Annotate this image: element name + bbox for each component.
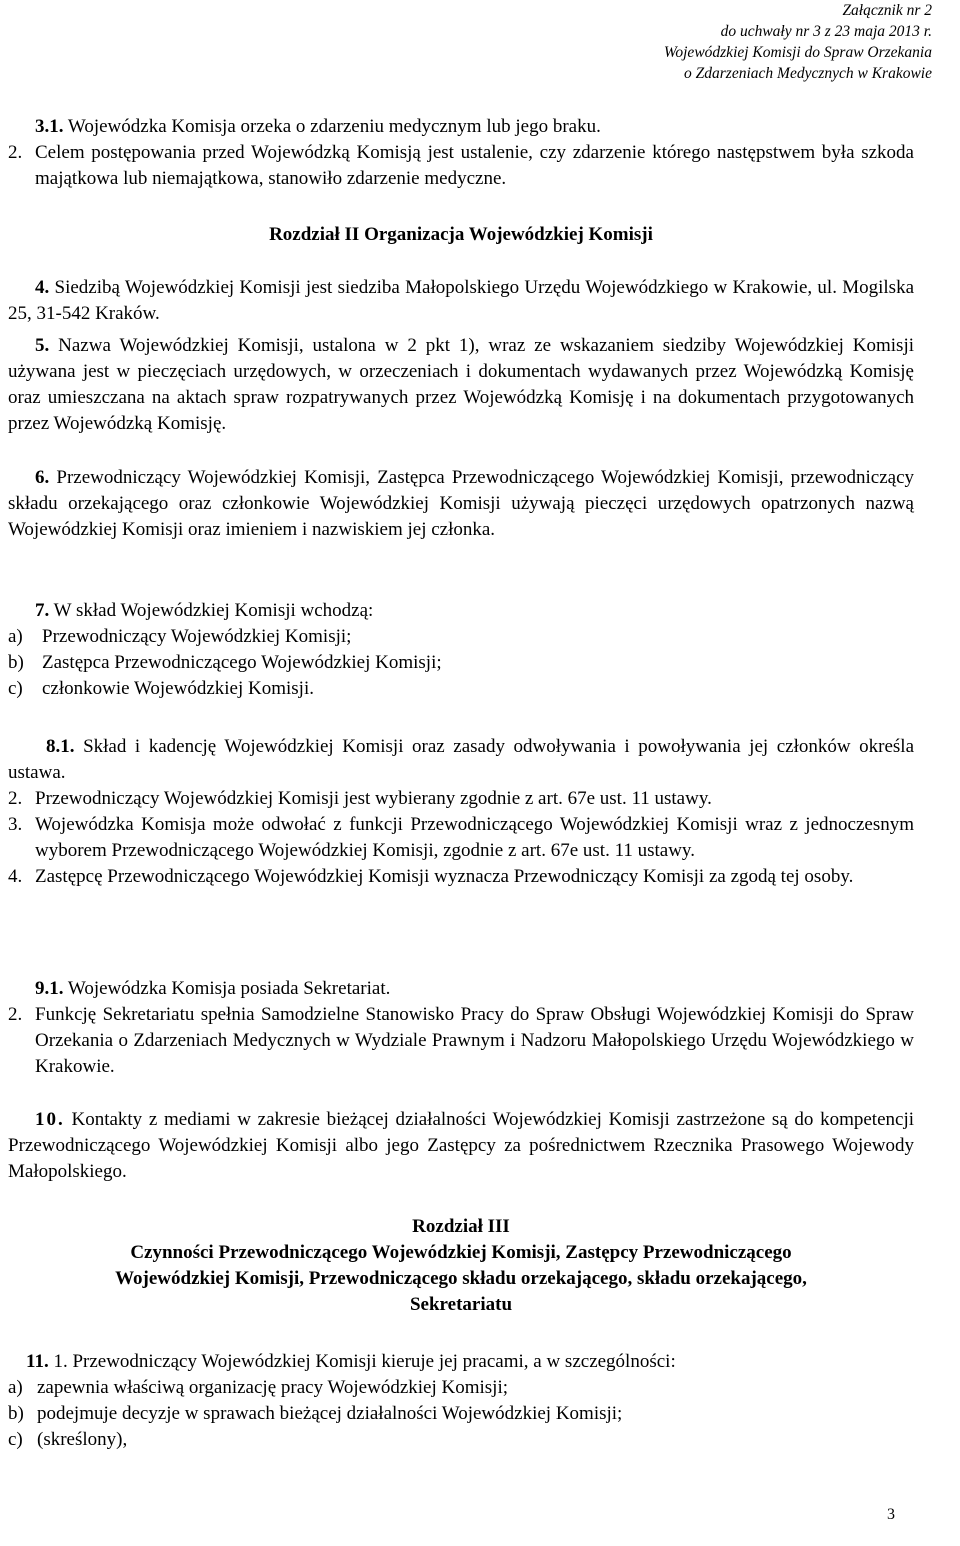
list-item	[8, 812, 914, 864]
paragraph-number: 6.	[35, 467, 50, 488]
paragraph-9	[8, 976, 914, 1080]
paragraph-4	[8, 275, 914, 327]
chapter-3-heading	[8, 1214, 914, 1318]
paragraph-number: 4.	[35, 277, 50, 298]
paragraph-8	[8, 734, 914, 890]
chapter-3-label: Rozdział III	[412, 1216, 510, 1237]
paragraph-text: Siedzibą Wojewódzkiej Komisji jest siedziba Małopolskiego Urzędu Wojewódzkiego w Krakowie, ul. Mogilska 25, 31-542 Kraków.	[8, 277, 914, 324]
paragraph-text: Skład i kadencję Wojewódzkiej Komisji oraz zasady odwoływania i powoływania jej członków określa ustawa.	[8, 736, 914, 783]
list-item	[8, 1401, 914, 1427]
item-label: 2.	[8, 1004, 23, 1025]
list-item	[8, 676, 914, 702]
item-text: Zastępca Przewodniczącego Wojewódzkiej Komisji;	[42, 652, 442, 673]
item-label: 2.	[8, 142, 23, 163]
item-label: b)	[8, 1403, 24, 1424]
paragraph-6	[8, 465, 914, 543]
header-line-4: o Zdarzeniach Medycznych w Krakowie	[684, 65, 932, 82]
paragraph-number: 5.	[35, 335, 50, 356]
list-item	[8, 1427, 914, 1453]
paragraph-11	[8, 1349, 914, 1453]
chapter-3-title-line: Czynności Przewodniczącego Wojewódzkiej Komisji, Zastępcy Przewodniczącego	[130, 1242, 792, 1263]
item-text: Funkcję Sekretariatu spełnia Samodzielne Stanowisko Pracy do Spraw Obsługi Wojewódzkiej Komisji do Spraw Orzekania o Zdarzeniach Medycznych w Wydziale Prawnym i Nadzoru Małopolskiego Urzędu Wojewódzkiego w Krakowie.	[35, 1004, 914, 1077]
item-text: zapewnia właściwą organizację pracy Wojewódzkiej Komisji;	[37, 1377, 509, 1398]
header-line-2: do uchwały nr 3 z 23 maja 2013 r.	[720, 23, 932, 40]
paragraph-10	[8, 1107, 914, 1185]
item-text: Wojewódzka Komisja może odwołać z funkcji Przewodniczącego Wojewódzkiej Komisji wraz z jednoczesnym wyborem Przewodniczącego Wojewódzkiej Komisji, zgodnie z art. 67e ust. 11 ustawy.	[35, 814, 914, 861]
paragraph-5	[8, 333, 914, 437]
item-text: Przewodniczący Wojewódzkiej Komisji jest wybierany zgodnie z art. 67e ust. 11 ustawy.	[35, 788, 712, 809]
paragraph-text: Przewodniczący Wojewódzkiej Komisji, Zastępca Przewodniczącego Wojewódzkiej Komisji, przewodniczący składu orzekającego oraz członkowie Wojewódzkiej Komisji używają pieczęci urzędowych opatrzonych nazwą Wojewódzkiej Komisji oraz imieniem i nazwiskiem jej członka.	[8, 467, 915, 540]
header-line-3: Wojewódzkiej Komisji do Spraw Orzekania	[663, 44, 932, 61]
item-label: b)	[8, 652, 24, 673]
paragraph-3-2	[8, 140, 914, 192]
item-label: 3.	[8, 814, 23, 835]
list-item	[8, 1375, 914, 1401]
list-item	[8, 624, 914, 650]
list-item	[8, 1002, 914, 1080]
item-label: a)	[8, 626, 23, 647]
item-text: Przewodniczący Wojewódzkiej Komisji;	[42, 626, 352, 647]
item-text: (skreślony),	[37, 1429, 128, 1450]
paragraph-text: Wojewódzka Komisja orzeka o zdarzeniu medycznym lub jego braku.	[67, 116, 601, 137]
paragraph-7	[8, 598, 914, 702]
item-text: Zastępcę Przewodniczącego Wojewódzkiej Komisji wyznacza Przewodniczący Komisji za zgodą tej osoby.	[35, 866, 854, 887]
paragraph-number: 7.	[35, 600, 50, 621]
paragraph-number: 9.1.	[35, 978, 64, 999]
paragraph-text: Wojewódzka Komisja posiada Sekretariat.	[67, 978, 391, 999]
header-line-1: Załącznik nr 2	[842, 2, 932, 19]
chapter-3-title-line: Sekretariatu	[409, 1294, 513, 1315]
item-label: c)	[8, 678, 23, 699]
item-text: podejmuje decyzje w sprawach bieżącej działalności Wojewódzkiej Komisji;	[37, 1403, 623, 1424]
paragraph-3-1	[8, 114, 914, 140]
page-number: 3	[887, 1506, 895, 1523]
paragraph-number: 10.	[35, 1109, 65, 1130]
item-label: c)	[8, 1429, 23, 1450]
paragraph-number: 3.1.	[35, 116, 64, 137]
item-label: a)	[8, 1377, 23, 1398]
item-label: 4.	[8, 866, 23, 887]
attachment-header	[664, 0, 932, 84]
list-item	[8, 650, 914, 676]
item-text: członkowie Wojewódzkiej Komisji.	[42, 678, 314, 699]
list-item	[8, 864, 914, 890]
chapter-2-title: Rozdział II Organizacja Wojewódzkiej Komisji	[269, 224, 653, 245]
list-item	[8, 786, 914, 812]
chapter-3-title-line: Wojewódzkiej Komisji, Przewodniczącego składu orzekającego, składu orzekającego,	[115, 1268, 807, 1289]
paragraph-number: 8.1.	[46, 736, 75, 757]
paragraph-text: Kontakty z mediami w zakresie bieżącej działalności Wojewódzkiej Komisji zastrzeżone są do kompetencji Przewodniczącego Wojewódzkiej Komisji albo jego Zastępcy za pośrednictwem Rzecznika Prasowego Wojewody Małopolskiego.	[8, 1109, 915, 1182]
item-text: Celem postępowania przed Wojewódzką Komisją jest ustalenie, czy zdarzenie którego następstwem była szkoda majątkowa lub niemajątkowa, stanowiło zdarzenie medyczne.	[35, 142, 914, 189]
item-label: 2.	[8, 788, 23, 809]
paragraph-text: Nazwa Wojewódzkiej Komisji, ustalona w 2 pkt 1), wraz ze wskazaniem siedziby Wojewódzkiej Komisji używana jest w pieczęciach urzędowych, w orzeczeniach i dokumentach wydawanych przez Wojewódzką Komisję oraz umieszczana na aktach spraw rozpatrywanych przez Wojewódzką Komisję i na dokumentach przygotowanych przez Wojewódzką Komisję.	[8, 335, 915, 434]
paragraph-number: 11.	[26, 1351, 49, 1372]
paragraph-text: 1. Przewodniczący Wojewódzkiej Komisji kieruje jej pracami, a w szczególności:	[53, 1351, 676, 1372]
paragraph-text: W skład Wojewódzkiej Komisji wchodzą:	[53, 600, 374, 621]
